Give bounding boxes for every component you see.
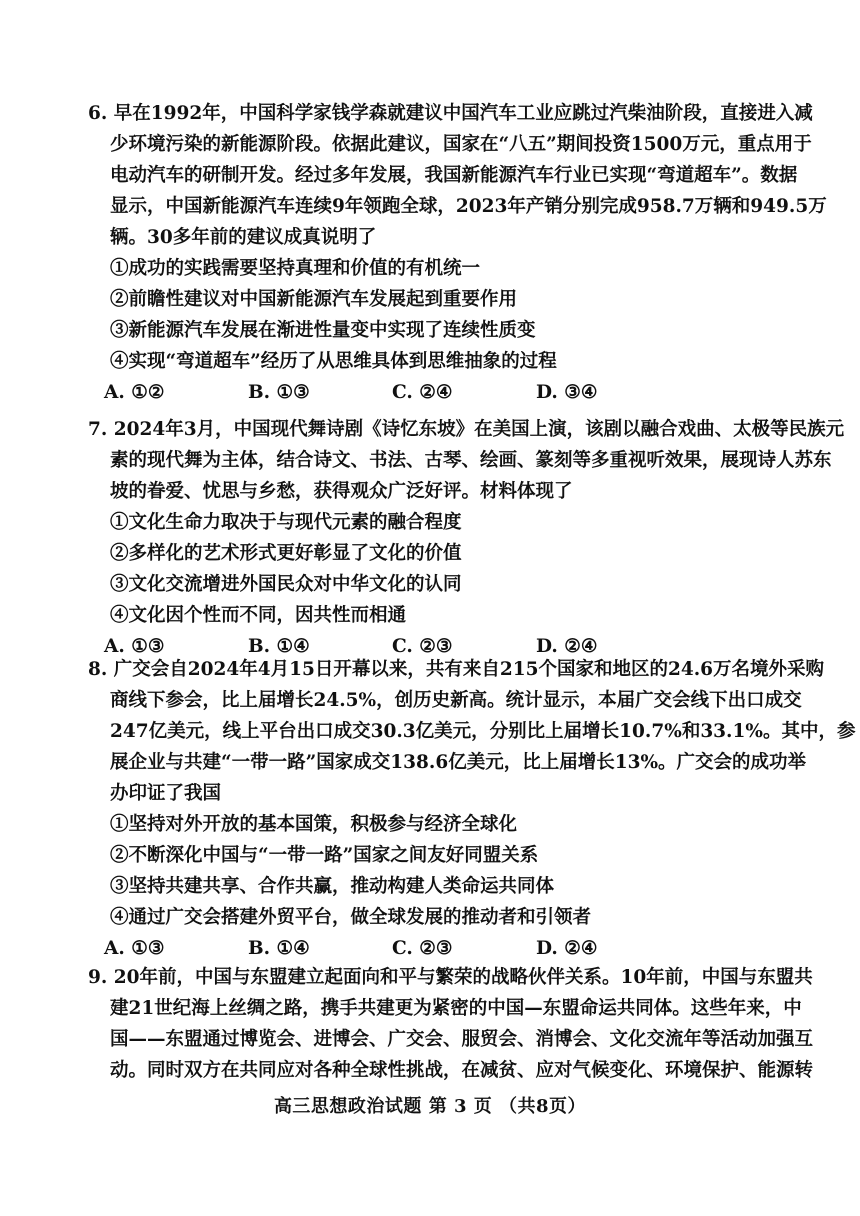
q8-options (88, 933, 748, 965)
question-7 (88, 414, 845, 663)
q9-stem-line: 建21世纪海上丝绸之路，携手共建更为紧密的中国—东盟命运共同体。这些年来，中 (110, 998, 802, 1019)
q7-statement-1: ①文化生命力取决于与现代元素的融合程度 (110, 512, 462, 533)
q8-stem-line: 办印证了我国 (110, 783, 222, 804)
q6-stem-line: 6. 早在1992年，中国科学家钱学森就建议中国汽车工业应跳过汽柴油阶段，直接进入减 (88, 103, 813, 124)
q7-option-b: B. ①④ (248, 636, 310, 657)
q6-option-b: B. ①③ (248, 382, 310, 403)
q8-stem-line: 展企业与共建“一带一路”国家成交138.6亿美元，比上届增长13%。广交会的成功举 (110, 752, 807, 773)
q8-statement-1: ①坚持对外开放的基本国策，积极参与经济全球化 (110, 814, 518, 835)
q7-option-c: C. ②③ (392, 636, 453, 657)
q7-stem-line: 素的现代舞为主体，结合诗文、书法、古琴、绘画、篆刻等多重视听效果，展现诗人苏东 (110, 450, 832, 471)
q7-stem-line: 7. 2024年3月，中国现代舞诗剧《诗忆东坡》在美国上演，该剧以融合戏曲、太极等民族元 (88, 419, 845, 440)
q7-statement-3: ③文化交流增进外国民众对中华文化的认同 (110, 574, 462, 595)
q8-stem-line: 商线下参会，比上届增长24.5%，创历史新高。统计显示，本届广交会线下出口成交 (110, 690, 802, 711)
q8-option-c: C. ②③ (392, 938, 453, 959)
question-9 (88, 962, 814, 1086)
q7-statement-4: ④文化因个性而不同，因共性而相通 (110, 605, 407, 626)
q8-statement-4: ④通过广交会搭建外贸平台，做全球发展的推动者和引领者 (110, 907, 592, 928)
q8-stem-line: 247亿美元，线上平台出口成交30.3亿美元，分别比上届增长10.7%和33.1%。其中，参 (110, 721, 856, 742)
q9-stem-line: 动。同时双方在共同应对各种全球性挑战，在减贫、应对气候变化、环境保护、能源转 (110, 1060, 814, 1081)
q6-option-d: D. ③④ (536, 382, 598, 403)
q6-statement-2: ②前瞻性建议对中国新能源汽车发展起到重要作用 (110, 289, 518, 310)
q8-option-a: A. ①③ (104, 938, 165, 959)
q8-statement-3: ③坚持共建共享、合作共赢，推动构建人类命运共同体 (110, 876, 555, 897)
q7-option-d: D. ②④ (536, 636, 598, 657)
q9-stem-line: 国——东盟通过博览会、进博会、广交会、服贸会、消博会、文化交流年等活动加强互 (110, 1029, 814, 1050)
q6-option-c: C. ②④ (392, 382, 453, 403)
q9-stem-line: 9. 20年前，中国与东盟建立起面向和平与繁荣的战略伙伴关系。10年前，中国与东盟共 (88, 967, 813, 988)
q6-statement-3: ③新能源汽车发展在渐进性量变中实现了连续性质变 (110, 320, 536, 341)
q6-stem-line: 少环境污染的新能源阶段。依据此建议，国家在“八五”期间投资1500万元，重点用于 (110, 134, 812, 155)
question-6 (88, 98, 827, 409)
q7-option-a: A. ①③ (104, 636, 165, 657)
page-footer: 高三思想政治试题 第 3 页 （共8页） (273, 1096, 587, 1117)
q8-statement-2: ②不断深化中国与“一带一路”国家之间友好同盟关系 (110, 845, 539, 866)
q8-stem-line: 8. 广交会自2024年4月15日开幕以来，共有来自215个国家和地区的24.6万名境外采购 (88, 659, 825, 680)
q6-options (88, 377, 748, 409)
q6-statement-1: ①成功的实践需要坚持真理和价值的有机统一 (110, 258, 481, 279)
q7-statement-2: ②多样化的艺术形式更好彰显了文化的价值 (110, 543, 462, 564)
q8-option-b: B. ①④ (248, 938, 310, 959)
q6-option-a: A. ①② (104, 382, 165, 403)
q6-statement-4: ④实现“弯道超车”经历了从思维具体到思维抽象的过程 (110, 351, 557, 372)
q8-option-d: D. ②④ (536, 938, 598, 959)
q6-stem-line: 电动汽车的研制开发。经过多年发展，我国新能源汽车行业已实现“弯道超车”。数据 (110, 165, 798, 186)
q6-stem-line: 辆。30多年前的建议成真说明了 (110, 227, 377, 248)
question-8 (88, 654, 856, 965)
q7-stem-line: 坡的眷爱、忧思与乡愁，获得观众广泛好评。材料体现了 (110, 481, 573, 502)
q6-stem-line: 显示，中国新能源汽车连续9年领跑全球，2023年产销分别完成958.7万辆和949.5万 (110, 196, 827, 217)
